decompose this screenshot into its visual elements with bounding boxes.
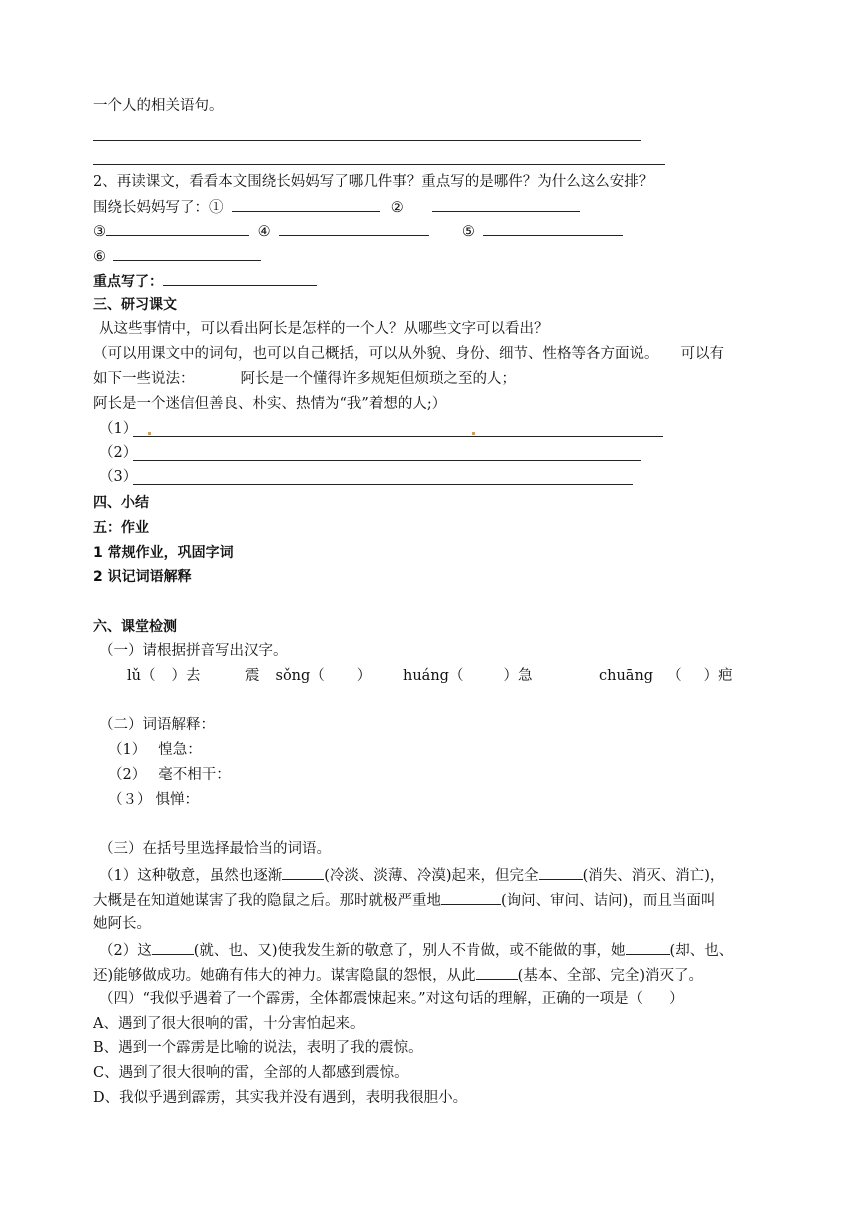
fill-blank[interactable] bbox=[441, 889, 501, 905]
hint-text: （可以用课文中的词句，也可以自己概括，可以从外貌、身份、细节、性格等各方面说。 bbox=[93, 346, 659, 362]
focus-row bbox=[93, 270, 317, 292]
pinyin-text: chuāng bbox=[599, 668, 654, 684]
choice-c[interactable]: C、遇到了很大很响的雷，全部的人都感到震惊。 bbox=[93, 1065, 409, 1081]
focus-label: 重点写了： bbox=[93, 274, 163, 290]
sentence-text: (却、也、 bbox=[669, 943, 734, 959]
answer-line[interactable] bbox=[93, 140, 641, 141]
fill-sentence-2-line-1 bbox=[99, 939, 733, 961]
term-item-2 bbox=[108, 765, 231, 785]
section-5-title: 五：作业 bbox=[93, 520, 149, 536]
pinyin-item-1 bbox=[127, 666, 200, 686]
hint-text: 如下一些说法： bbox=[93, 371, 195, 387]
sentence-text: (就、也、又)使我发生新的敬意了，别人不肯做，或不能做的事，她 bbox=[193, 943, 626, 959]
section-3-question: 从这些事情中，可以看出阿长是怎样的一个人？从哪些文字可以看出？ bbox=[99, 321, 549, 337]
fill-blank[interactable] bbox=[626, 939, 670, 955]
event-marker: ③ bbox=[93, 224, 106, 240]
event-6-blank[interactable] bbox=[113, 245, 261, 261]
sentence-text: （2）这 bbox=[99, 943, 152, 959]
event-5-blank[interactable] bbox=[483, 220, 623, 236]
pinyin-item-2 bbox=[245, 666, 371, 686]
sentence-text: （1）这种敬意，虽然也逐渐 bbox=[99, 868, 283, 884]
pinyin-text: （ bbox=[667, 668, 682, 684]
fill-sentence-1-line-3: 她阿长。 bbox=[93, 916, 151, 932]
term-number: （2） bbox=[108, 767, 147, 783]
pinyin-text: huáng（ bbox=[403, 668, 464, 684]
fill-sentence-1-line-2 bbox=[93, 889, 715, 911]
intro-line: 一个人的相关语句。 bbox=[93, 98, 224, 114]
stem-text: ） bbox=[669, 991, 684, 1007]
events-row-2 bbox=[93, 220, 623, 242]
stem-text: （四）“我似乎遇着了一个霹雳，全体都震悚起来。”对这句话的理解，正确的一项是（ bbox=[99, 991, 644, 1007]
event-marker: ⑤ bbox=[461, 224, 475, 240]
section-3-hint-2 bbox=[93, 369, 516, 389]
sentence-text: 还)能够做成功。她确有伟大的神力。谋害隐鼠的怨恨，从此 bbox=[93, 968, 476, 984]
term-item-1 bbox=[108, 740, 202, 760]
fill-blank[interactable] bbox=[152, 939, 194, 955]
answer-number: （3） bbox=[99, 469, 138, 485]
term-text: 毫不相干： bbox=[158, 767, 231, 783]
term-text: 惧惮： bbox=[155, 792, 199, 808]
section-3-hint-3: 阿长是一个迷信但善良、朴实、热情为“我”着想的人;） bbox=[93, 396, 447, 412]
pinyin-text: lǔ（ bbox=[127, 668, 156, 684]
event-marker: ② bbox=[390, 200, 404, 216]
event-marker: ⑥ bbox=[93, 249, 106, 265]
fill-blank[interactable] bbox=[282, 864, 324, 880]
term-number: （３） bbox=[108, 792, 152, 808]
events-label: 围绕长妈妈写了： bbox=[93, 200, 209, 216]
choice-a[interactable]: A、遇到了很大很响的雷，十分害怕起来。 bbox=[93, 1016, 365, 1032]
sentence-text: (消失、消灭、消亡)， bbox=[582, 868, 725, 884]
fill-blank[interactable] bbox=[539, 864, 583, 880]
event-marker: ① bbox=[209, 200, 224, 216]
fill-sentence-2-line-2 bbox=[93, 964, 703, 986]
hint-text: 阿长是一个懂得许多规矩但烦琐之至的人； bbox=[240, 371, 516, 387]
choice-d[interactable]: D、我似乎遇到霹雳，其实我并没有遇到，表明我很胆小。 bbox=[93, 1090, 468, 1106]
part-2-title: （二）词语解释： bbox=[99, 717, 215, 733]
pinyin-text: ） bbox=[356, 668, 372, 684]
pinyin-text: ）疤 bbox=[703, 668, 733, 684]
pinyin-text: ）去 bbox=[171, 668, 201, 684]
focus-blank[interactable] bbox=[163, 270, 317, 286]
term-text: 惶急： bbox=[158, 742, 202, 758]
section-4-title: 四、小结 bbox=[93, 495, 149, 511]
answer-number: （1） bbox=[99, 421, 138, 437]
pinyin-text: sǒng（ bbox=[275, 668, 325, 684]
event-3-blank[interactable] bbox=[106, 220, 249, 236]
mark-dot bbox=[472, 432, 475, 435]
event-1-blank[interactable] bbox=[232, 196, 380, 212]
section-3-hint-1 bbox=[93, 344, 724, 364]
event-marker: ④ bbox=[257, 224, 271, 240]
homework-item-2: 2 识记词语解释 bbox=[93, 569, 192, 585]
question-2: 2、再读课文，看看本文围绕长妈妈写了哪几件事？重点写的是哪件？为什么这么安排？ bbox=[93, 174, 654, 190]
answer-line-3[interactable] bbox=[133, 484, 633, 485]
pinyin-item-3 bbox=[403, 666, 532, 686]
part-4-stem bbox=[99, 989, 684, 1009]
mark-dot bbox=[148, 432, 151, 435]
choice-b[interactable]: B、遇到一个霹雳是比喻的说法，表明了我的震惊。 bbox=[93, 1040, 423, 1056]
event-2-blank[interactable] bbox=[432, 196, 580, 212]
events-row-3 bbox=[93, 245, 261, 267]
section-6-title: 六、课堂检测 bbox=[93, 619, 177, 635]
sentence-text: 大概是在知道她谋害了我的隐鼠之后。那时就极严重地 bbox=[93, 893, 441, 909]
sentence-text: (基本、全部、完全)消灭了。 bbox=[517, 968, 703, 984]
sentence-text: (询问、审问、诘问)，而且当面叫 bbox=[501, 893, 716, 909]
answer-line-1[interactable] bbox=[133, 436, 663, 437]
answer-line-2[interactable] bbox=[133, 460, 641, 461]
hint-text: 可以有 bbox=[680, 346, 724, 362]
pinyin-text: ）急 bbox=[503, 668, 533, 684]
term-item-3 bbox=[108, 790, 199, 810]
fill-blank[interactable] bbox=[476, 964, 518, 980]
pinyin-text: 震 bbox=[245, 668, 260, 684]
sentence-text: (冷淡、淡薄、冷漠)起来，但完全 bbox=[324, 868, 539, 884]
event-4-blank[interactable] bbox=[279, 220, 429, 236]
part-3-title: （三）在括号里选择最恰当的词语。 bbox=[99, 841, 331, 857]
part-1-title: （一）请根据拼音写出汉字。 bbox=[99, 643, 288, 659]
answer-number: （2） bbox=[99, 445, 138, 461]
section-3-title: 三、研习课文 bbox=[93, 297, 177, 313]
term-number: （1） bbox=[108, 742, 147, 758]
events-row-1 bbox=[93, 196, 580, 218]
answer-line[interactable] bbox=[93, 164, 665, 165]
homework-item-1: 1 常规作业，巩固字词 bbox=[93, 545, 234, 561]
pinyin-item-4 bbox=[599, 666, 733, 686]
fill-sentence-1-line-1 bbox=[99, 864, 724, 886]
